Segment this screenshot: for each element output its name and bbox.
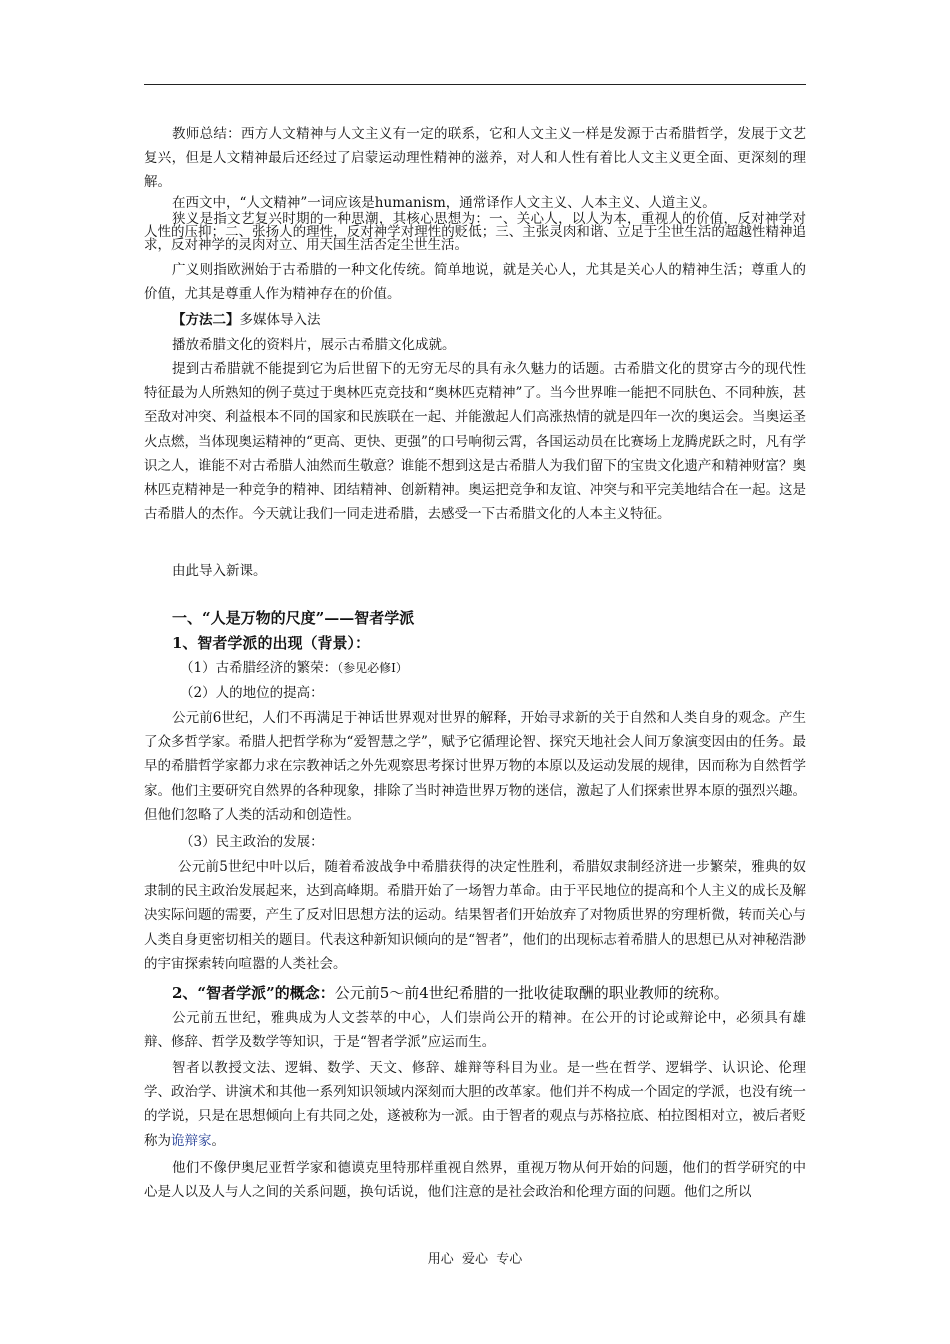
method-two-title: 多媒体导入法 — [239, 312, 321, 328]
paragraph-democracy: 公元前5世纪中叶以后，随着希波战争中希腊获得的决定性胜利，希腊奴隶制经济进一步繁荣，雅典的奴隶制的民主政治发展起来，达到高峰期。希腊开始了一场智力革命。由于平民地位的提高和个人主义的成长及解决实际问题的需要，产生了反对旧思想方法的运动。结果智者们开始放弃了对物质世界的穷理析微，转而关心与人类自身更密切相关的题目。代表这种新知识倾向的是“智者”，他们的出现标志着希腊人的思想已从对神秘浩渺的宇宙探索转向喧嚣的人类社会。 — [144, 859, 806, 972]
method-two-heading — [144, 308, 806, 332]
paragraph-olympic: 提到古希腊就不能提到它为后世留下的无穷无尽的具有永久魅力的话题。古希腊文化的贯穿古今的现代性特征最为人所熟知的例子莫过于奥林匹克竞技和“奥林匹克精神”了。当今世界唯一能把不同肤色、不同种族，甚至敌对冲突、利益根本不同的国家和民族联在一起、并能激起人们高涨热情的就是四年一次的奥运会。当奥运圣火点燃，当体现奥运精神的“更高、更快、更强”的口号响彻云霄，各国运动员在比赛场上龙腾虎跃之时，凡有学识之人，谁能不对古希腊人油然而生敬意？谁能不想到这是古希腊人为我们留下的宝贵文化遗产和精神财富？奥林匹克精神是一种竞争的精神、团结精神、创新精神。奥运把竞争和友谊、冲突与和平完美地结合在一起。这是古希腊人的杰作。今天就让我们一同走进希腊，去感受一下古希腊文化的人本主义特征。 — [144, 361, 806, 523]
point-democracy: （3）民主政治的发展： — [180, 834, 324, 850]
sophist-link[interactable]: 诡辩家 — [171, 1132, 212, 1149]
point-economy — [144, 656, 806, 680]
paragraph-sophists-teach — [144, 1056, 806, 1153]
paragraph-athens-center: 公元前五世纪，雅典成为人文荟萃的中心，人们崇尚公开的精神。在公开的讨论或辩论中，必须具有雄辩、修辞、哲学及数学等知识，于是“智者学派”应运而生。 — [144, 1010, 806, 1051]
method-two-bracket: 【方法二】 — [172, 312, 240, 328]
concept-label: 2、“智者学派”的概念： — [172, 984, 335, 1002]
paragraph-teacher-summary: 教师总结：西方人文精神与人文主义有一定的联系，它和人文主义一样是发源于古希腊哲学，发展于文艺复兴，但是人文精神最后还经过了启蒙运动理性精神的滋养，对人和人性有着比人文主义更全面、更深刻的理解。 — [144, 126, 806, 191]
concept-definition: 公元前5～前4世纪希腊的一批收徒取酬的职业教师的统称。 — [334, 984, 729, 1002]
paragraph-play-video: 播放希腊文化的资料片，展示古希腊文化成就。 — [172, 337, 456, 353]
point-economy-label: （1）古希腊经济的繁荣： — [180, 660, 338, 676]
sophists-teach-text: 智者以教授文法、逻辑、数学、天文、修辞、雄辩等科目为业。是一些在哲学、逻辑学、认识论、伦理学、政治学、讲演术和其他一系列知识领域内深刻而大胆的改革家。他们并不构成一个固定的学派，也没有统一的学说，只是在思想倾向上有共同之处，遂被称为一派。由于智者的观点与苏格拉底、柏拉图相对立，被后者贬称为 — [144, 1060, 806, 1149]
section-heading-sophists: 一、“人是万物的尺度”——智者学派 — [172, 609, 415, 627]
subheading-concept — [144, 981, 806, 1005]
point-economy-note: （参见必修Ⅰ） — [337, 661, 408, 675]
paragraph-natural-philosophers: 公元前6世纪，人们不再满足于神话世界观对世界的解释，开始寻求新的关于自然和人类自身的观念。产生了众多哲学家。希腊人把哲学称为“爱智慧之学”，赋予它循理论智、探究天地社会人间万象演变因由的任务。最早的希腊哲学家都力求在宗教神话之外先观察思考探讨世界万物的本原以及运动发展的规律，因而称为自然哲学家。他们主要研究自然界的各种现象，排除了当时神造世界万物的迷信，激起了人们探索世界本原的强烈兴趣。但他们忽略了人类的活动和创造性。 — [144, 710, 806, 823]
paragraph-humanism-term: 在西文中，“人文精神”一词应该是humanism，通常译作人文主义、人本主义、人道主义。 — [172, 195, 716, 211]
paragraph-human-focus: 他们不像伊奥尼亚哲学家和德谟克里特那样重视自然界，重视万物从何开始的问题，他们的哲学研究的中心是人以及人与人之间的关系问题，换句话说，他们注意的是社会政治和伦理方面的问题。他们之所以 — [144, 1160, 806, 1201]
paragraph-narrow-sense: 狭义是指文艺复兴时期的一种思潮，其核心思想为：一、关心人，以人为本，重视人的价值，反对神学对人性的压抑；二、张扬人的理性，反对神学对理性的贬低；三、主张灵肉和谐、立足于尘世生活的超越性精神追求，反对神学的灵肉对立、用天国生活否定尘世生活。 — [144, 211, 806, 253]
paragraph-intro-new-lesson: 由此导入新课。 — [172, 563, 267, 579]
subheading-emergence: 1、智者学派的出现（背景）： — [172, 634, 370, 652]
sophists-teach-end: 。 — [211, 1132, 225, 1149]
header-rule — [144, 84, 806, 85]
point-human-status: （2）人的地位的提高： — [180, 685, 324, 701]
page-footer: 用心 爱心 专心 — [427, 1252, 523, 1267]
paragraph-broad-sense: 广义则指欧洲始于古希腊的一种文化传统。简单地说，就是关心人，尤其是关心人的精神生活；尊重人的价值，尤其是尊重人作为精神存在的价值。 — [144, 262, 806, 303]
